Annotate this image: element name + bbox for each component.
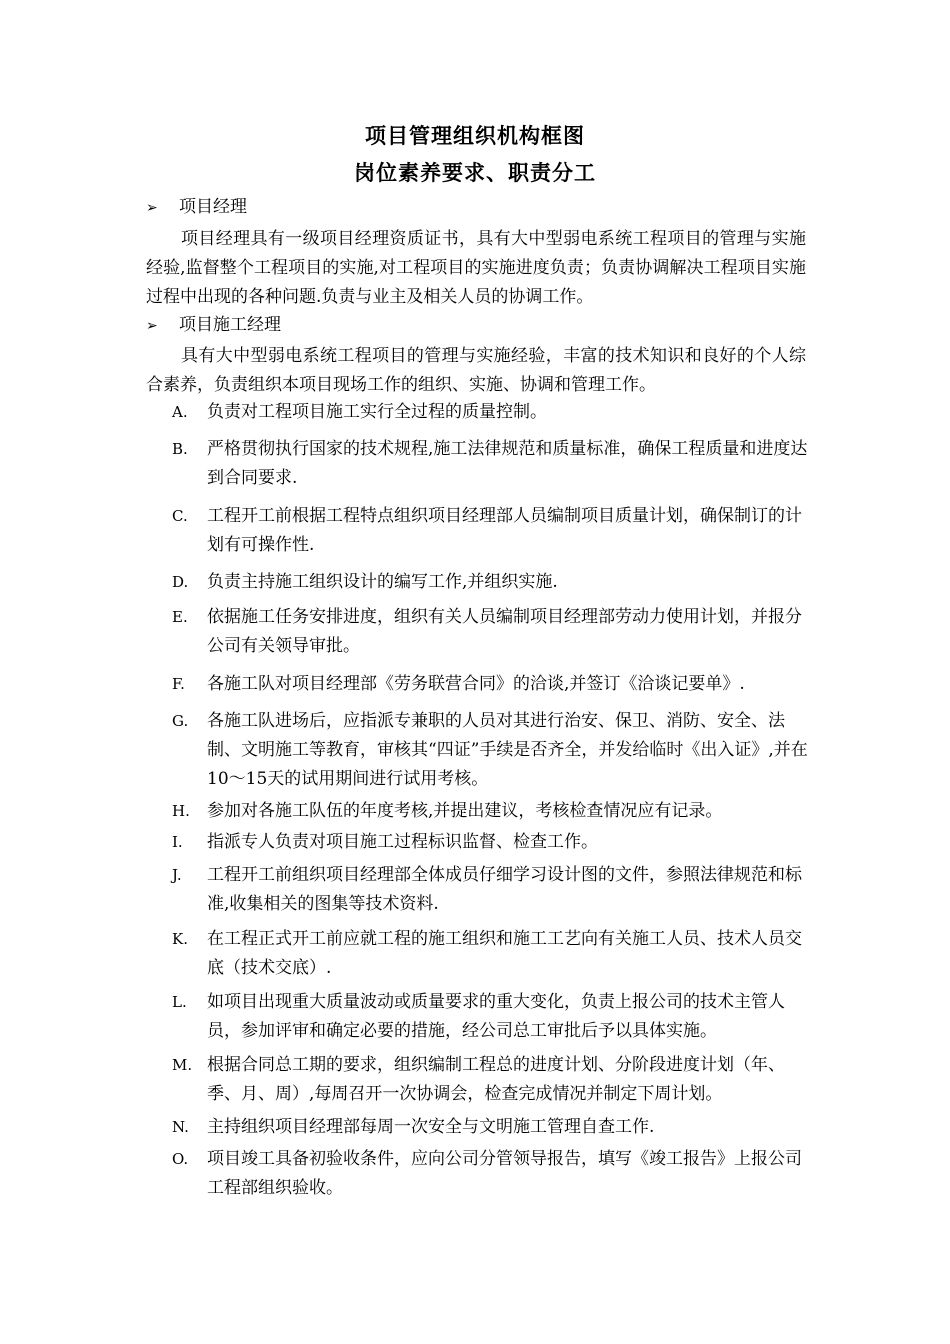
- section-heading-label: 项目施工经理: [179, 315, 281, 335]
- duty-item: [170, 568, 810, 597]
- duty-text: 各施工队对项目经理部《劳务联营合同》的洽谈,并签订《洽谈记要单》.: [207, 674, 745, 694]
- duty-text: 负责对工程项目施工实行全过程的质量控制。: [207, 402, 547, 422]
- section-heading-label: 项目经理: [179, 197, 247, 217]
- duty-label: N.: [172, 1118, 189, 1136]
- duty-text: 各施工队进场后，应指派专兼职的人员对其进行治安、保卫、消防、安全、法制、文明施工等教育，审核其“四证”手续是否齐全，并发给临时《出入证》,并在10～15天的试用期间进行试用考核。: [207, 711, 808, 789]
- duty-item: [170, 797, 810, 826]
- duty-label: L.: [172, 993, 187, 1011]
- arrow-bullet-icon: ➢: [146, 200, 158, 216]
- duty-label: C.: [172, 507, 188, 525]
- section-heading-construction-manager: [146, 313, 281, 338]
- document-subtitle: 岗位素养要求、职责分工: [354, 161, 596, 185]
- duty-text: 指派专人负责对项目施工过程标识监督、检查工作。: [207, 832, 598, 852]
- section-paragraph-project-manager: 项目经理具有一级项目经理资质证书，具有大中型弱电系统工程项目的管理与实施经验,监督整个工程项目的实施,对工程项目的实施进度负责；负责协调解决工程项目实施过程中出现的各种问题.负责与业主及相关人员的协调工作。: [146, 229, 806, 307]
- section-paragraph-construction-manager: 具有大中型弱电系统工程项目的管理与实施经验，丰富的技术知识和良好的个人综合素养，负责组织本项目现场工作的组织、实施、协调和管理工作。: [146, 346, 806, 395]
- duty-label: E.: [172, 608, 188, 626]
- duty-item: [170, 988, 810, 1046]
- duty-label: K.: [172, 930, 188, 948]
- duty-label: B.: [172, 440, 188, 458]
- duty-label: D.: [172, 573, 189, 591]
- duty-text: 主持组织项目经理部每周一次安全与文明施工管理自查工作.: [207, 1117, 655, 1137]
- duty-item: [170, 925, 810, 983]
- section-heading-project-manager: [146, 195, 247, 220]
- duty-item: [170, 670, 810, 699]
- arrow-bullet-icon: ➢: [146, 318, 158, 334]
- duty-label: J.: [172, 866, 182, 884]
- duty-label: F.: [172, 675, 185, 693]
- duty-item: [170, 828, 810, 857]
- duty-item: [170, 398, 810, 427]
- duty-item: [170, 1113, 810, 1142]
- duty-text: 根据合同总工期的要求，组织编制工程总的进度计划、分阶段进度计划（年、季、月、周）,每周召开一次协调会，检查完成情况并制定下周计划。: [207, 1055, 785, 1104]
- duty-item: [170, 707, 810, 794]
- duty-label: H.: [172, 802, 190, 820]
- duty-text: 参加对各施工队伍的年度考核,并提出建议，考核检查情况应有记录。: [207, 801, 723, 821]
- duty-label: A.: [172, 403, 188, 421]
- duty-label: I.: [172, 833, 183, 851]
- duty-text: 在工程正式开工前应就工程的施工组织和施工工艺向有关施工人员、技术人员交底（技术交底）.: [207, 929, 802, 978]
- duty-list: [170, 398, 810, 1203]
- duty-text: 依据施工任务安排进度，组织有关人员编制项目经理部劳动力使用计划，并报分公司有关领导审批。: [207, 607, 802, 656]
- duty-text: 工程开工前组织项目经理部全体成员仔细学习设计图的文件，参照法律规范和标准,收集相关的图集等技术资料.: [207, 865, 802, 914]
- duty-item: [170, 1145, 810, 1203]
- duty-item: [170, 603, 810, 661]
- duty-text: 如项目出现重大质量波动或质量要求的重大变化，负责上报公司的技术主管人员，参加评审和确定必要的措施，经公司总工审批后予以具体实施。: [207, 992, 785, 1041]
- duty-label: O.: [172, 1150, 189, 1168]
- duty-item: [170, 1051, 810, 1109]
- document-title: 项目管理组织机构框图: [365, 124, 585, 148]
- duty-text: 工程开工前根据工程特点组织项目经理部人员编制项目质量计划，确保制订的计划有可操作性.: [207, 506, 802, 555]
- duty-label: G.: [172, 712, 189, 730]
- duty-item: [170, 435, 810, 493]
- duty-text: 项目竣工具备初验收条件，应向公司分管领导报告，填写《竣工报告》上报公司工程部组织验收。: [207, 1149, 802, 1198]
- duty-text: 严格贯彻执行国家的技术规程,施工法律规范和质量标准，确保工程质量和进度达到合同要求.: [207, 439, 808, 488]
- duty-item: [170, 861, 810, 919]
- duty-label: M.: [172, 1056, 193, 1074]
- duty-item: [170, 502, 810, 560]
- duty-text: 负责主持施工组织设计的编写工作,并组织实施.: [207, 572, 558, 592]
